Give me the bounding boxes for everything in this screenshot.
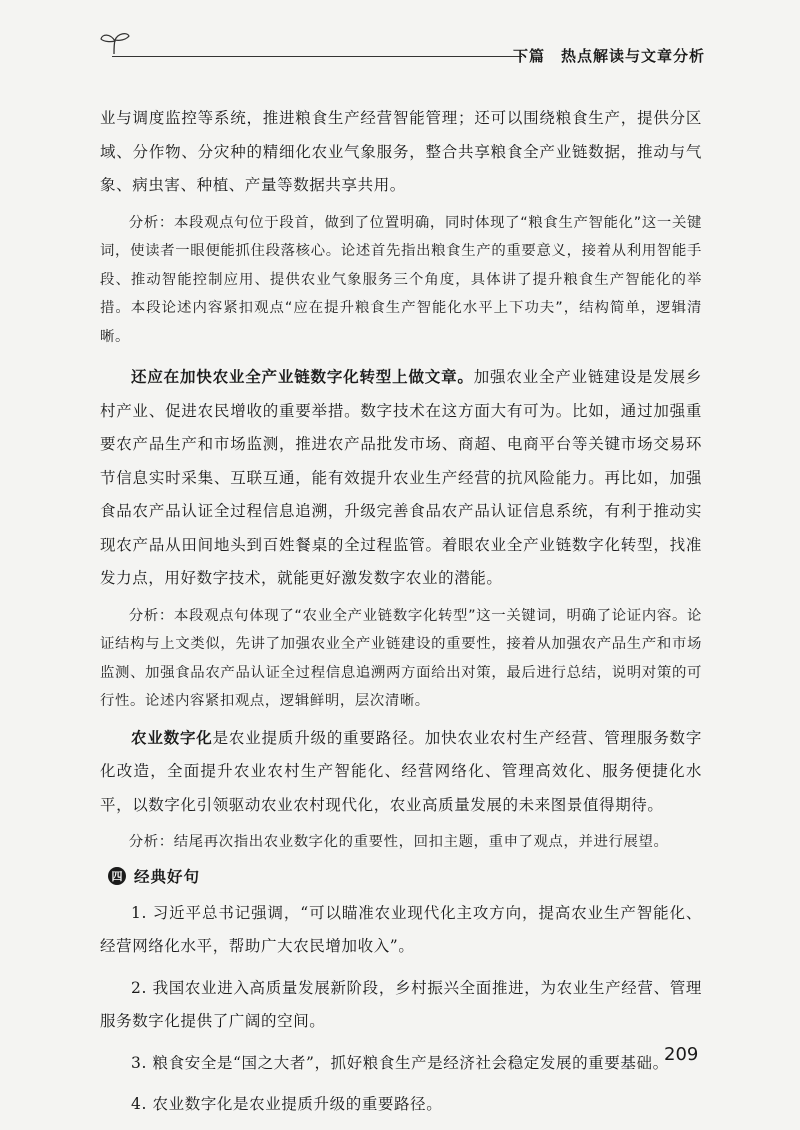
analysis-3: 分析：结尾再次指出农业数字化的重要性，回扣主题，重申了观点，并进行展望。 — [128, 834, 669, 850]
section-title: 下篇 热点解读与文章分析 — [512, 47, 705, 65]
classic-sentence-1: 1. 习近平总书记强调，“可以瞄准农业现代化主攻方向，提高农业生产智能化、经营网络化水平，帮助广大农民增加收入”。 — [100, 903, 702, 955]
paragraph-2 — [100, 361, 702, 596]
analysis-2: 分析：本段观点句体现了“农业全产业链数字化转型”这一关键词，明确了论证内容。论证结构与上文类似，先讲了加强农业全产业链建设的重要性，接着从加强农产品生产和市场监测、加强食品农产品认证全过程信息追溯两方面给出对策，最后进行总结，说明对策的可行性。论述内容紧扣观点，逻辑鲜明，层次清晰。 — [100, 607, 702, 709]
paragraph-2-body: 加强农业全产业链建设是发展乡村产业、促进农民增收的重要举措。数字技术在这方面大有可为。比如，通过加强重要农产品生产和市场监测，推进农产品批发市场、商超、电商平台等关键市场交易环节信息实时采集、互联互通，能有效提升农业生产经营的抗风险能力。再比如，加强食品农产品认证全过程信息追溯，升级完善食品农产品认证信息系统，有利于推动实现农产品从田间地头到百姓餐桌的全过程监管。着眼农业全产业链数字化转型，找准发力点，用好数字技术，就能更好激发数字农业的潜能。 — [100, 368, 702, 587]
classic-sentences-title: 经典好句 — [134, 867, 201, 886]
sprout-icon — [98, 30, 132, 56]
paragraph-3 — [100, 722, 702, 823]
paragraph-1: 业与调度监控等系统，推进粮食生产经营智能管理；还可以围绕粮食生产，提供分区域、分作物、分灾种的精细化农业气象服务，整合共享粮食全产业链数据，推动与气象、病虫害、种植、产量等数据共享共用。 — [100, 109, 702, 194]
classic-sentence-2: 2. 我国农业进入高质量发展新阶段，乡村振兴全面推进，为农业生产经营、管理服务数字化提供了广阔的空间。 — [100, 978, 702, 1030]
running-header — [90, 30, 705, 70]
classic-sentence-3: 3. 粮食安全是“国之大者”，抓好粮食生产是经济社会稳定发展的重要基础。 — [131, 1053, 669, 1072]
header-rule — [112, 56, 522, 57]
analysis-1: 分析：本段观点句位于段首，做到了位置明确，同时体现了“粮食生产智能化”这一关键词，使读者一眼便能抓住段落核心。论述首先指出粮食生产的重要意义，接着从利用智能手段、推动智能控制应用、提供农业气象服务三个角度，具体讲了提升粮食生产智能化的举措。本段论述内容紧扣观点“应在提升粮食生产智能化水平上下功夫”，结构简单，逻辑清晰。 — [100, 214, 702, 345]
section-badge: 四 — [108, 867, 126, 885]
paragraph-2-lead: 还应在加快农业全产业链数字化转型上做文章。 — [131, 368, 474, 386]
paragraph-3-body: 是农业提质升级的重要路径。加快农业农村生产经营、管理服务数字化改造，全面提升农业农村生产智能化、经营网络化、管理高效化、服务便捷化水平，以数字化引领驱动农业农村现代化，农业高质量发展的未来图景值得期待。 — [100, 728, 702, 814]
classic-sentences-heading — [108, 861, 702, 891]
page-content — [100, 102, 702, 1122]
page-number: 209 — [664, 1044, 699, 1065]
classic-sentence-4: 4. 农业数字化是农业提质升级的重要路径。 — [131, 1095, 443, 1113]
paragraph-3-lead: 农业数字化 — [131, 728, 213, 747]
